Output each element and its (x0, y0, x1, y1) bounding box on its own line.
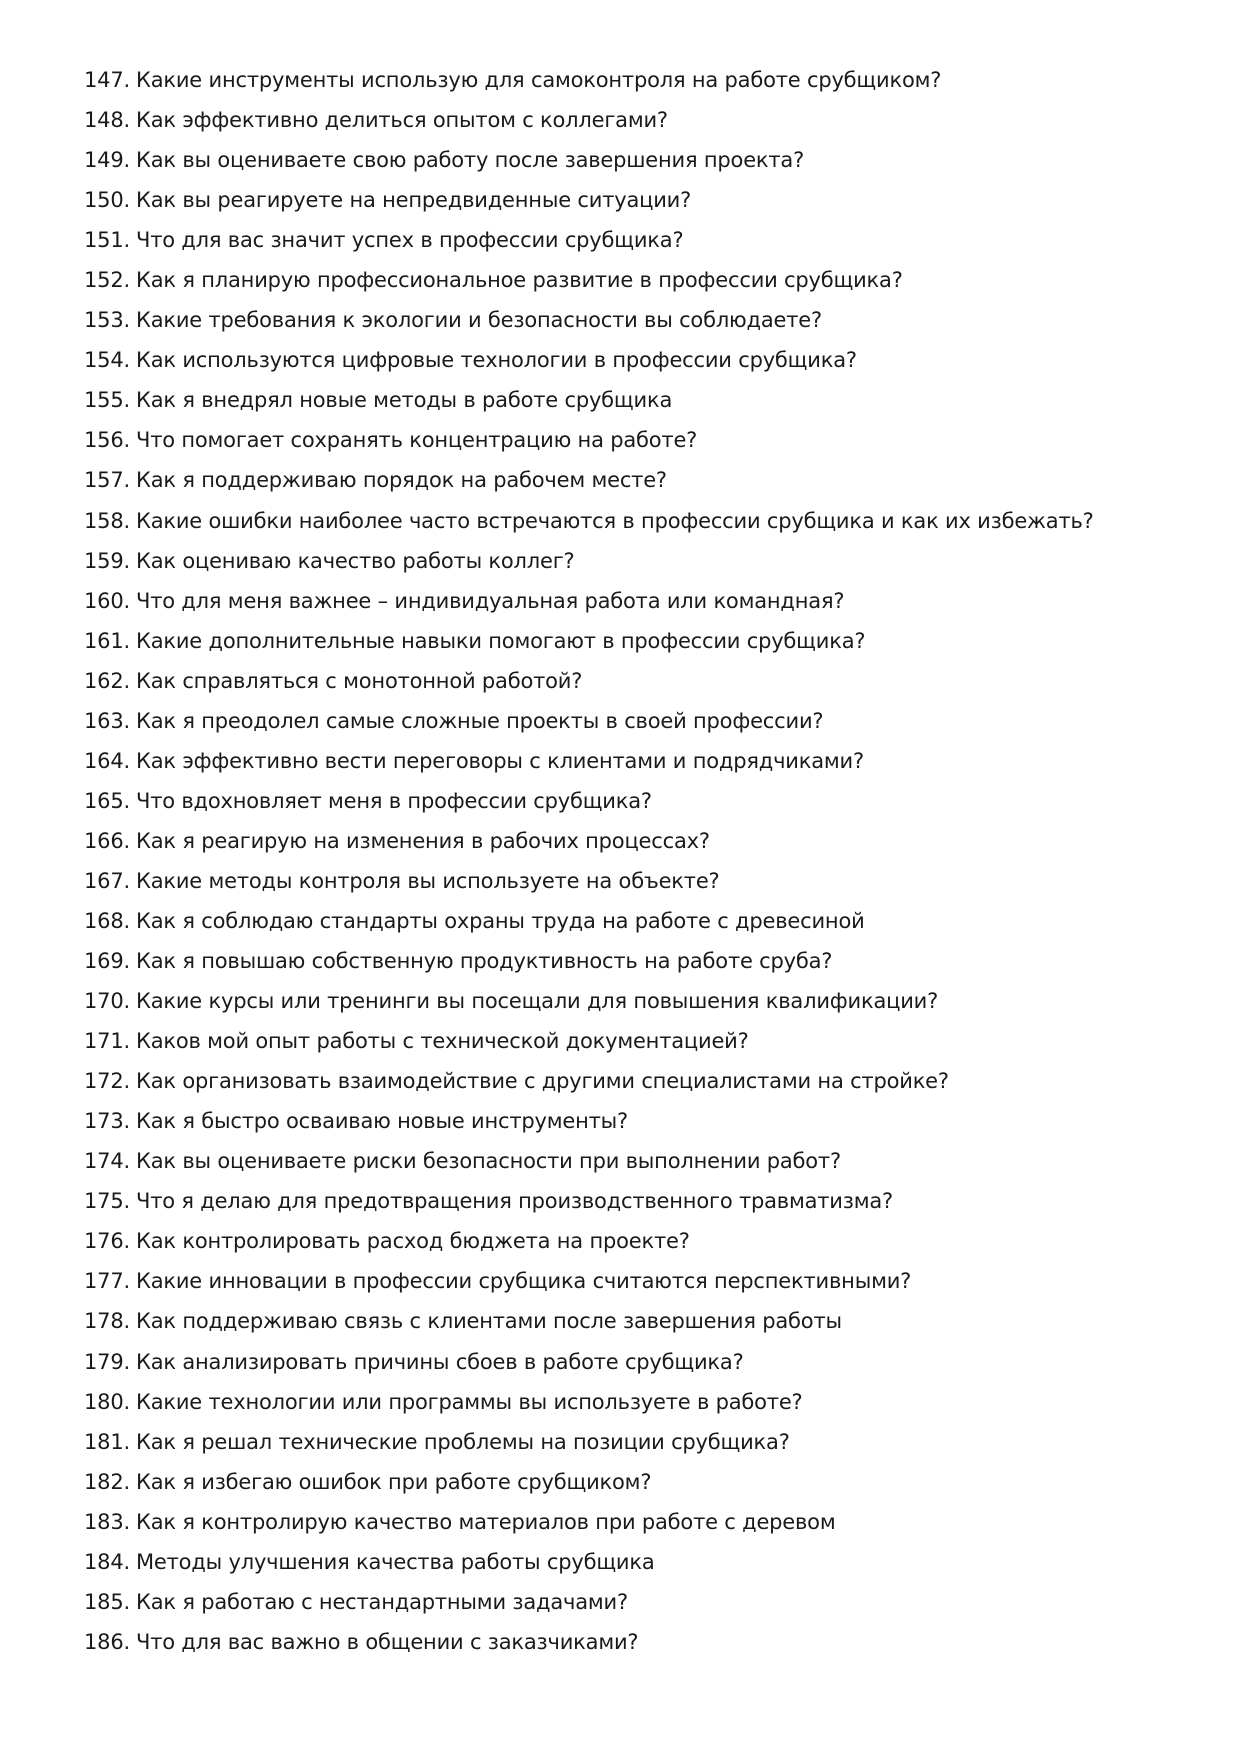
question-text: Как контролировать расход бюджета на проекте? (136, 1229, 690, 1254)
question-number: 170. (84, 989, 130, 1014)
question-text: Как я внедрял новые методы в работе срубщика (136, 388, 673, 413)
list-item (84, 701, 1204, 741)
question-text: Что для меня важнее – индивидуальная работа или командная? (136, 588, 845, 613)
question-text: Что помогает сохранять концентрацию на работе? (136, 428, 698, 453)
question-number: 180. (84, 1389, 130, 1414)
question-text: Как эффективно вести переговоры с клиентами и подрядчиками? (136, 748, 864, 773)
list-item (84, 1141, 1204, 1181)
list-item (84, 1342, 1204, 1382)
list-item (84, 300, 1204, 340)
question-text: Что вдохновляет меня в профессии срубщика? (136, 788, 652, 813)
list-item (84, 741, 1204, 781)
question-text: Как я реагирую на изменения в рабочих процессах? (136, 828, 710, 853)
list-item (84, 1382, 1204, 1422)
question-number: 160. (84, 588, 130, 613)
question-number: 181. (84, 1429, 130, 1454)
question-text: Как организовать взаимодействие с другими специалистами на стройке? (136, 1069, 949, 1094)
question-text: Какие ошибки наиболее часто встречаются в профессии срубщика и как их избежать? (136, 508, 1094, 533)
question-list (84, 60, 1204, 1662)
question-text: Как я решал технические проблемы на позиции срубщика? (136, 1429, 790, 1454)
list-item (84, 781, 1204, 821)
list-item (84, 1261, 1204, 1301)
question-number: 159. (84, 548, 130, 573)
question-number: 166. (84, 828, 130, 853)
list-item (84, 941, 1204, 981)
question-number: 163. (84, 708, 130, 733)
question-number: 152. (84, 268, 130, 293)
question-number: 162. (84, 668, 130, 693)
question-text: Какие инновации в профессии срубщика считаются перспективными? (136, 1269, 912, 1294)
list-item (84, 661, 1204, 701)
question-number: 161. (84, 628, 130, 653)
question-text: Каков мой опыт работы с технической документацией? (136, 1029, 749, 1054)
list-item (84, 60, 1204, 100)
list-item (84, 380, 1204, 420)
list-item (84, 1502, 1204, 1542)
list-item (84, 1061, 1204, 1101)
question-number: 174. (84, 1149, 130, 1174)
question-number: 176. (84, 1229, 130, 1254)
question-text: Как вы оцениваете свою работу после завершения проекта? (136, 148, 805, 173)
question-number: 179. (84, 1349, 130, 1374)
question-number: 185. (84, 1589, 130, 1614)
question-text: Как я быстро осваиваю новые инструменты? (136, 1109, 628, 1134)
question-number: 149. (84, 148, 130, 173)
question-text: Как я поддерживаю порядок на рабочем месте? (136, 468, 667, 493)
question-text: Как используются цифровые технологии в профессии срубщика? (136, 348, 857, 373)
question-text: Какие методы контроля вы используете на объекте? (136, 868, 720, 893)
list-item (84, 1582, 1204, 1622)
question-text: Как поддерживаю связь с клиентами после завершения работы (136, 1309, 842, 1334)
list-item (84, 1221, 1204, 1261)
list-item (84, 140, 1204, 180)
question-text: Что я делаю для предотвращения производственного травматизма? (136, 1189, 893, 1214)
question-number: 157. (84, 468, 130, 493)
question-number: 155. (84, 388, 130, 413)
question-text: Как я контролирую качество материалов при работе с деревом (136, 1509, 836, 1534)
question-text: Как справляться с монотонной работой? (136, 668, 583, 693)
question-number: 156. (84, 428, 130, 453)
question-number: 153. (84, 308, 130, 333)
list-item (84, 420, 1204, 460)
question-text: Как я планирую профессиональное развитие в профессии срубщика? (136, 268, 903, 293)
list-item (84, 821, 1204, 861)
question-text: Как я работаю с нестандартными задачами? (136, 1589, 628, 1614)
question-text: Как вы оцениваете риски безопасности при выполнении работ? (136, 1149, 841, 1174)
question-number: 148. (84, 108, 130, 133)
question-text: Как анализировать причины сбоев в работе срубщика? (136, 1349, 744, 1374)
question-text: Какие курсы или тренинги вы посещали для повышения квалификации? (136, 989, 939, 1014)
question-text: Как я соблюдаю стандарты охраны труда на работе с древесиной (136, 908, 865, 933)
question-text: Как я избегаю ошибок при работе срубщиком? (136, 1469, 652, 1494)
question-number: 165. (84, 788, 130, 813)
list-item (84, 1101, 1204, 1141)
question-number: 171. (84, 1029, 130, 1054)
question-number: 147. (84, 68, 130, 92)
question-text: Какие технологии или программы вы используете в работе? (136, 1389, 803, 1414)
list-item (84, 220, 1204, 260)
question-number: 186. (84, 1629, 130, 1654)
question-text: Какие дополнительные навыки помогают в профессии срубщика? (136, 628, 866, 653)
list-item (84, 1462, 1204, 1502)
question-number: 175. (84, 1189, 130, 1214)
list-item (84, 901, 1204, 941)
list-item (84, 100, 1204, 140)
question-text: Как я повышаю собственную продуктивность на работе сруба? (136, 949, 833, 974)
question-text: Какие инструменты использую для самоконтроля на работе срубщиком? (136, 68, 942, 92)
question-number: 151. (84, 228, 130, 253)
question-number: 158. (84, 508, 130, 533)
question-number: 154. (84, 348, 130, 373)
list-item (84, 1422, 1204, 1462)
question-number: 173. (84, 1109, 130, 1134)
list-item (84, 1542, 1204, 1582)
list-item (84, 541, 1204, 581)
question-number: 182. (84, 1469, 130, 1494)
question-number: 167. (84, 868, 130, 893)
question-text: Как оцениваю качество работы коллег? (136, 548, 575, 573)
list-item (84, 460, 1204, 500)
list-item (84, 621, 1204, 661)
list-item (84, 1181, 1204, 1221)
question-number: 169. (84, 949, 130, 974)
question-text: Что для вас важно в общении с заказчиками? (136, 1629, 639, 1654)
question-text: Методы улучшения качества работы срубщика (136, 1549, 655, 1574)
question-number: 184. (84, 1549, 130, 1574)
list-item (84, 501, 1204, 541)
list-item (84, 581, 1204, 621)
question-text: Какие требования к экологии и безопасности вы соблюдаете? (136, 308, 822, 333)
question-number: 183. (84, 1509, 130, 1534)
list-item (84, 260, 1204, 300)
question-number: 172. (84, 1069, 130, 1094)
list-item (84, 340, 1204, 380)
question-text: Что для вас значит успех в профессии срубщика? (136, 228, 684, 253)
question-text: Как эффективно делиться опытом с коллегами? (136, 108, 668, 133)
list-item (84, 981, 1204, 1021)
question-text: Как вы реагируете на непредвиденные ситуации? (136, 188, 692, 213)
question-number: 177. (84, 1269, 130, 1294)
question-number: 168. (84, 908, 130, 933)
question-number: 164. (84, 748, 130, 773)
list-item (84, 1622, 1204, 1662)
list-item (84, 180, 1204, 220)
question-number: 150. (84, 188, 130, 213)
list-item (84, 1301, 1204, 1341)
list-item (84, 861, 1204, 901)
list-item (84, 1021, 1204, 1061)
question-number: 178. (84, 1309, 130, 1334)
question-text: Как я преодолел самые сложные проекты в своей профессии? (136, 708, 824, 733)
